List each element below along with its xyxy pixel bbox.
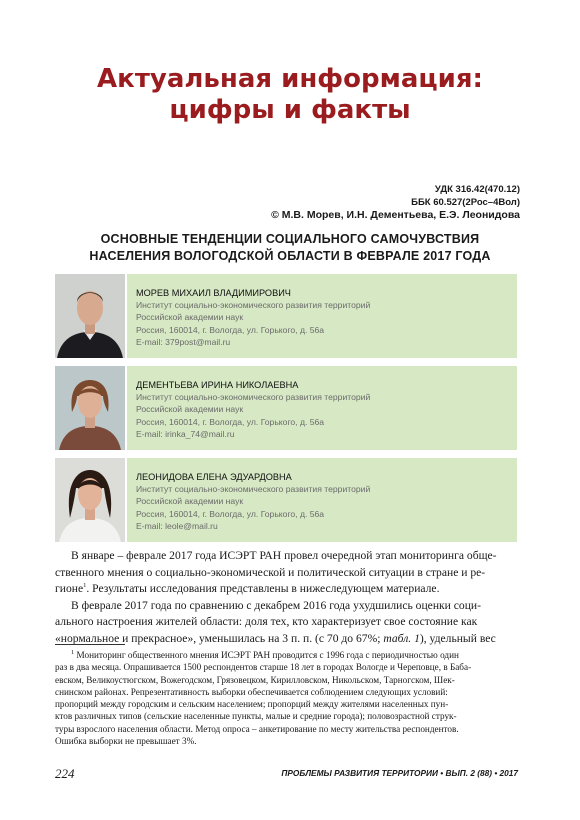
- rubric-line-2: цифры и факты: [169, 95, 411, 125]
- body-paragraph: [55, 548, 518, 598]
- author-organization: Институт социально-экономического развития территорий: [136, 392, 371, 403]
- author-name: ДЕМЕНТЬЕВА ИРИНА НИКОЛАЕВНА: [136, 380, 299, 390]
- body-line: В феврале 2017 года по сравнению с декабрем 2016 года ухудшились оценки соци-: [71, 598, 481, 612]
- author-card: [55, 458, 517, 542]
- author-photo: [55, 366, 125, 450]
- footnote-line: Мониторинг общественного мнения ИСЭРТ РАН проводится с 1996 года с периодичностью один: [74, 650, 459, 660]
- article-title: [40, 231, 540, 265]
- bbk-code: ББК 60.527(2Рос–4Вол): [411, 197, 520, 208]
- footnote-marker: 1: [71, 648, 75, 656]
- author-address: Россия, 160014, г. Вологда, ул. Горького, д. 56а: [136, 324, 325, 335]
- footnote-divider: [55, 644, 125, 645]
- body-line: ), удельный вес: [419, 631, 496, 645]
- author-list: [55, 274, 517, 550]
- body-line: . Результаты исследования представлены в нижеследующем материале.: [86, 582, 440, 596]
- body-line: В январе – феврале 2017 года ИСЭРТ РАН провел очередной этап мониторинга обще-: [71, 549, 497, 562]
- author-address: Россия, 160014, г. Вологда, ул. Горького, д. 56а: [136, 416, 325, 427]
- author-info: [127, 366, 517, 450]
- footnote-line: евском, Великоустюгском, Вожегодском, Грязовецком, Кирилловском, Никольском, Тарногском, Шек-: [55, 674, 455, 685]
- author-email[interactable]: E-mail: irinka_74@mail.ru: [136, 428, 235, 439]
- author-address: Россия, 160014, г. Вологда, ул. Горького, д. 56а: [136, 508, 325, 519]
- authors-copyright: © М.В. Морев, И.Н. Дементьева, Е.Э. Леонидова: [271, 209, 520, 221]
- footnote-line: Ошибка выборки не превышает 3%.: [55, 736, 197, 747]
- footnote-line: туры взрослого населения области. Метод опроса – анкетирование по месту жительства респондентов.: [55, 723, 459, 734]
- author-info: [127, 274, 517, 358]
- page-number: 224: [55, 766, 75, 781]
- author-card: [55, 274, 517, 358]
- classification-codes: [411, 183, 520, 209]
- author-organization: Институт социально-экономического развития территорий: [136, 484, 371, 495]
- author-academy: Российской академии наук: [136, 404, 244, 415]
- table-reference[interactable]: табл. 1: [383, 631, 420, 645]
- author-name: МОРЕВ МИХАИЛ ВЛАДИМИРОВИЧ: [136, 288, 291, 298]
- author-email[interactable]: E-mail: leole@mail.ru: [136, 520, 218, 531]
- author-card: [55, 366, 517, 450]
- author-photo: [55, 458, 125, 542]
- title-line-1: ОСНОВНЫЕ ТЕНДЕНЦИИ СОЦИАЛЬНОГО САМОЧУВСТВИЯ: [100, 232, 480, 246]
- author-info: [127, 458, 517, 542]
- body-line: ственного мнения о социально-экономической и политической ситуации в стране и ре-: [55, 565, 486, 579]
- footnote-line: раз в два месяца. Опрашивается 1500 респондентов старше 18 лет в городах Вологде и Череповце, в Баба-: [55, 662, 472, 673]
- author-academy: Российской академии наук: [136, 312, 244, 323]
- footnote-ref[interactable]: 1: [83, 582, 87, 590]
- journal-footer: ПРОБЛЕМЫ РАЗВИТИЯ ТЕРРИТОРИИ • ВЫП. 2 (88) • 2017: [281, 768, 518, 778]
- section-rubric: [0, 64, 580, 126]
- rubric-line-1: Актуальная информация:: [97, 64, 483, 94]
- body-line: ального настроения жителей области: доля тех, кто характеризует свое состояние как: [55, 615, 478, 629]
- author-academy: Российской академии наук: [136, 496, 244, 507]
- article-body: [55, 548, 518, 648]
- author-name: ЛЕОНИДОВА ЕЛЕНА ЭДУАРДОВНА: [136, 472, 292, 482]
- body-paragraph: [55, 598, 518, 648]
- footnote: [55, 649, 518, 747]
- body-line: гионе: [55, 582, 84, 596]
- author-photo: [55, 274, 125, 358]
- udk-code: УДК 316.42(470.12): [434, 184, 520, 195]
- footnote-line: ктов различных типов (сельские населенные пункты, малые и средние города); половозрастной струк-: [55, 711, 457, 722]
- title-line-2: НАСЕЛЕНИЯ ВОЛОГОДСКОЙ ОБЛАСТИ В ФЕВРАЛЕ 2017 ГОДА: [89, 249, 491, 263]
- footnote-line: снинском районах. Репрезентативность выборки обеспечивается соблюдением следующих условий:: [55, 686, 448, 697]
- footnote-paragraph: [55, 649, 518, 747]
- body-line: «нормальное и прекрасное», уменьшилась на 3 п. п. (с 70 до 67%;: [55, 631, 384, 645]
- footnote-line: пропорций между городским и сельским населением; пропорций между жителями населенных пун-: [55, 699, 449, 710]
- author-email[interactable]: E-mail: 379post@mail.ru: [136, 336, 231, 347]
- author-organization: Институт социально-экономического развития территорий: [136, 300, 371, 311]
